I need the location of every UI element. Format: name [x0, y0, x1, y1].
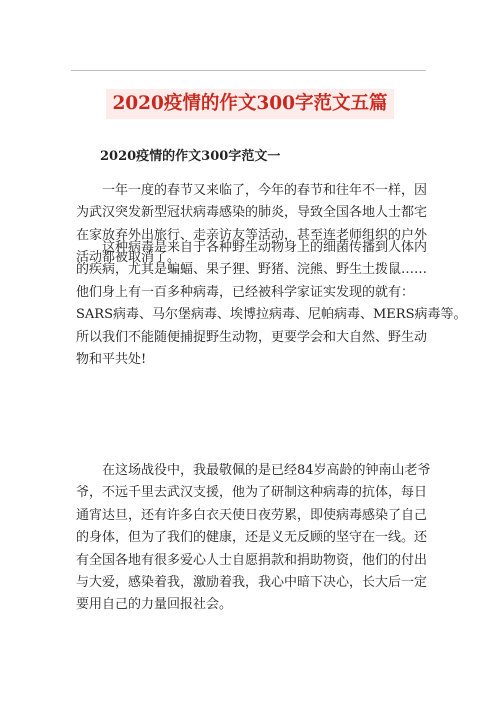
paragraph-line: 有全国各地有很多爱心人士自愿捐款和捐助物资，他们的付出: [76, 552, 428, 568]
paragraph-line: 要用自己的力量回报社会。: [76, 597, 233, 613]
title-container: [0, 89, 500, 119]
paragraph-line: 他们身上有一百多种病毒，已经被科学家证实发现的就有：: [76, 284, 415, 300]
paragraph-line: 与大爱，感染着我，激励着我，我心中暗下决心，长大后一定: [76, 575, 428, 591]
paragraph-2: [76, 237, 467, 371]
paragraph-line: 这种病毒是来自于各种野生动物身上的细菌传播到人体内: [102, 240, 428, 255]
paragraph-line: 通宵达旦，还有许多白衣天使日夜劳累，即使病毒感染了自己: [76, 507, 428, 523]
paragraph-line: 爷，不远千里去武汉支援，他为了研制这种病毒的抗体，每日: [76, 485, 428, 501]
paragraph-3: [76, 460, 431, 617]
paragraph-line: 在家放弃外出旅行、走亲访友等活动，甚至连老师组织的户外: [76, 227, 428, 243]
paragraph-line: 为武汉突发新型冠状病毒感染的肺炎，导致全国各地人士都宅: [76, 205, 428, 221]
paragraph-line: 一年一度的春节又来临了，今年的春节和往年不一样，因: [102, 183, 428, 198]
paragraph-line: 的疾病，尤其是蝙蝠、果子狸、野猪、浣熊、野生土拨鼠……: [76, 262, 428, 278]
paragraph-line: 活动都被取消了。: [76, 250, 181, 266]
section-subheading: 2020疫情的作文300字范文一: [100, 149, 281, 164]
paragraph-line: 物和平共处!: [76, 352, 147, 368]
document-title: 2020疫情的作文300字范文五篇: [106, 89, 393, 119]
paragraph-line: 的身体，但为了我们的健康，还是义无反顾的坚守在一线。还: [76, 530, 428, 546]
paragraph-line: SARS病毒、马尔堡病毒、埃博拉病毒、尼帕病毒、MERS病毒等。: [76, 307, 467, 323]
paragraph-line: 在这场战役中，我最敬佩的是已经84岁高龄的钟南山老爷: [102, 463, 431, 478]
paragraph-line: 所以我们不能随便捕捉野生动物，更要学会和大自然、野生动: [76, 329, 428, 345]
header-divider: [71, 70, 426, 71]
